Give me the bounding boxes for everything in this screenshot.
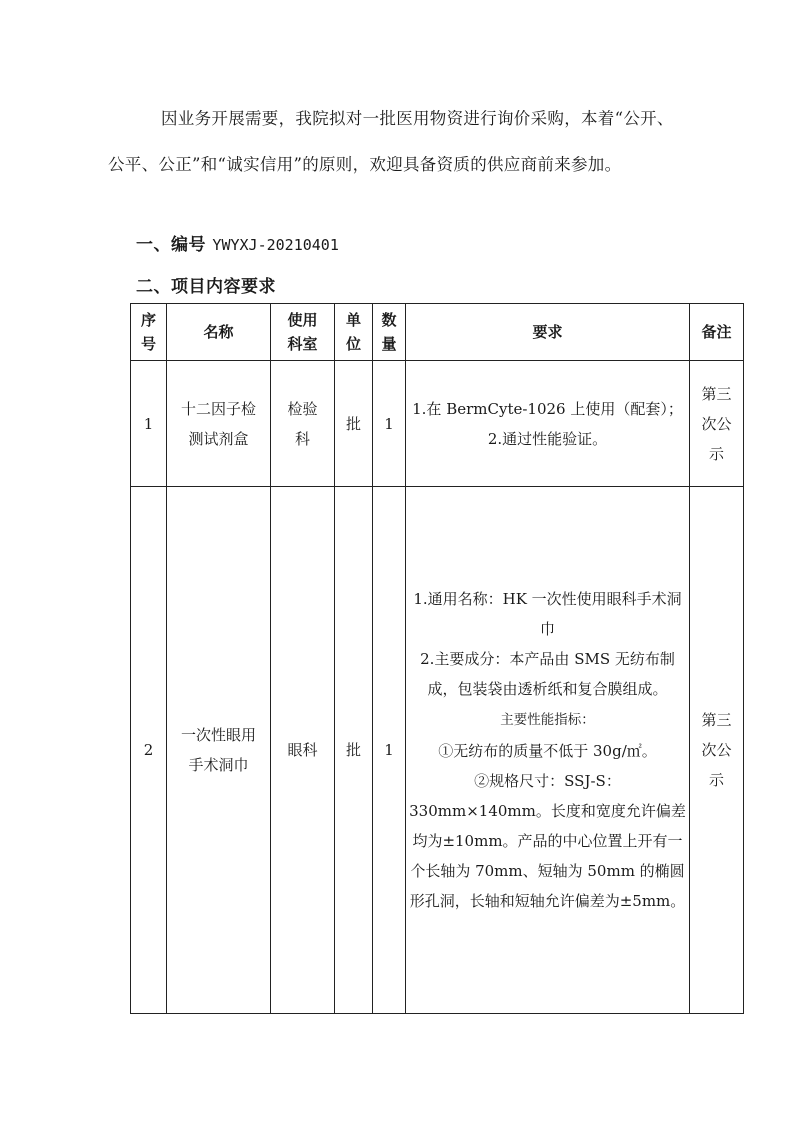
header-dept-line1: 使用	[287, 311, 318, 329]
header-seq-line2: 号	[140, 335, 156, 353]
requirement-line: ①无纺布的质量不低于 30g/㎡。	[438, 742, 657, 760]
row-requirements	[406, 487, 690, 1014]
header-seq-line1: 序	[140, 311, 156, 329]
header-requirements: 要求	[406, 304, 690, 361]
row-dept: 检验科	[271, 361, 335, 487]
row-name: 十二因子检测试剂盒	[167, 361, 271, 487]
header-unit-line2: 位	[345, 335, 361, 353]
procurement-code: YWYXJ-20210401	[212, 236, 339, 254]
row-unit: 批	[335, 361, 373, 487]
requirement-line: 2.主要成分：本产品由 SMS 无纺布制成，包装袋由透析纸和复合膜组成。	[420, 650, 675, 698]
header-unit	[335, 304, 373, 361]
row-name: 一次性眼用手术洞巾	[167, 487, 271, 1014]
requirement-line: 2.通过性能验证。	[487, 429, 608, 448]
header-unit-line1: 单	[345, 311, 361, 329]
table-row	[131, 361, 744, 487]
row-qty: 1	[373, 361, 406, 487]
row-unit: 批	[335, 487, 373, 1014]
requirement-line: 1.在 BermCyte-1026 上使用（配套）；	[412, 399, 683, 418]
header-qty	[373, 304, 406, 361]
section-number-label: 一、编号	[136, 235, 206, 255]
section-requirements-heading: 二、项目内容要求	[136, 277, 276, 297]
requirement-line: ②规格尺寸：SSJ-S：330mm×140mm。长度和宽度允许偏差均为±10mm。产品的中心位置上开有一个长轴为 70mm、短轴为 50mm 的椭圆形孔洞，长轴和短轴允许偏差为±5mm。	[409, 772, 686, 910]
header-qty-line1: 数	[381, 311, 397, 329]
table-row	[131, 487, 744, 1014]
header-name: 名称	[167, 304, 271, 361]
row-seq: 2	[131, 487, 167, 1014]
intro-paragraph: 因业务开展需要，我院拟对一批医用物资进行询价采购，本着“公开、公平、公正”和“诚实信用”的原则，欢迎具备资质的供应商前来参加。	[108, 109, 674, 174]
row-seq: 1	[131, 361, 167, 487]
header-dept-line2: 科室	[287, 335, 318, 353]
table-header-row	[131, 304, 744, 361]
header-qty-line2: 量	[381, 335, 397, 353]
row-requirements	[406, 361, 690, 487]
header-dept	[271, 304, 335, 361]
requirement-line: 1.通用名称：HK 一次性使用眼科手术洞巾	[413, 590, 682, 638]
requirements-table	[130, 303, 744, 1014]
row-qty: 1	[373, 487, 406, 1014]
header-seq	[131, 304, 167, 361]
row-remark: 第三次公示	[690, 487, 744, 1014]
header-remark: 备注	[690, 304, 744, 361]
row-remark: 第三次公示	[690, 361, 744, 487]
requirement-line: 主要性能指标：	[500, 712, 595, 728]
section-number-heading	[136, 230, 339, 255]
row-dept: 眼科	[271, 487, 335, 1014]
